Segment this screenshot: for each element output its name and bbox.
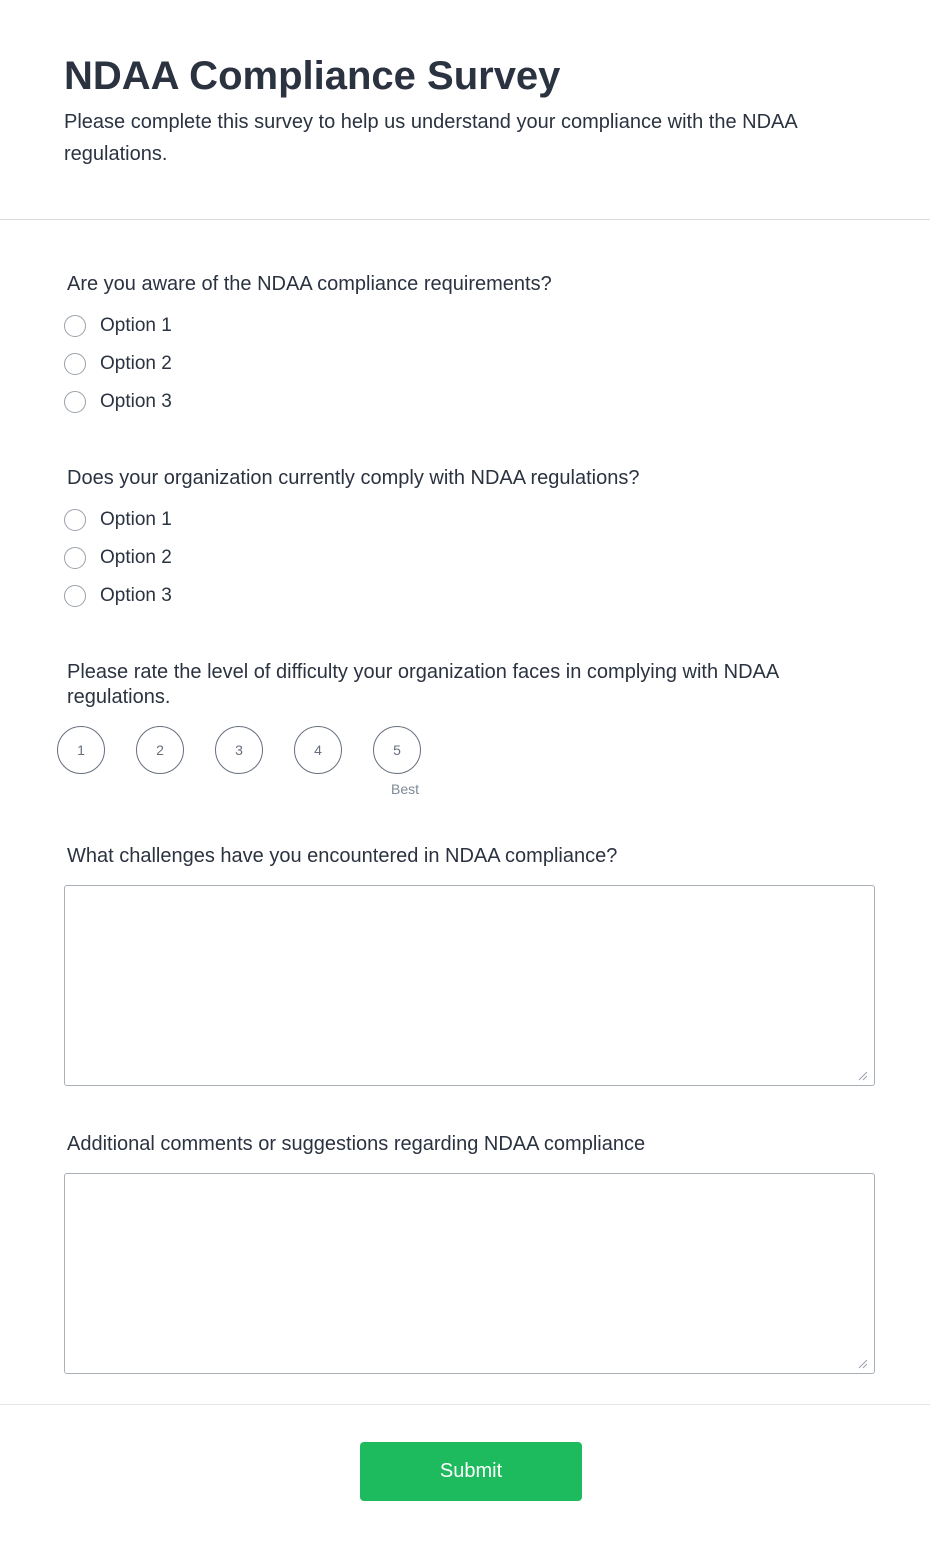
rating-option-1[interactable]: 1	[57, 726, 105, 774]
rating-option-5[interactable]: 5	[373, 726, 421, 774]
option-label: Option 3	[100, 585, 172, 606]
submit-button[interactable]: Submit	[360, 1442, 582, 1501]
survey-header	[0, 0, 930, 220]
option-label: Option 2	[100, 547, 172, 568]
rating-option-2[interactable]: 2	[136, 726, 184, 774]
question-2-option-1[interactable]	[64, 507, 172, 533]
radio-button[interactable]	[64, 585, 86, 607]
radio-button[interactable]	[64, 353, 86, 375]
resize-handle-icon[interactable]	[858, 1071, 868, 1081]
radio-button[interactable]	[64, 315, 86, 337]
page-title: NDAA Compliance Survey	[64, 54, 561, 98]
resize-handle-icon[interactable]	[858, 1359, 868, 1369]
radio-button[interactable]	[64, 391, 86, 413]
rating-max-label: Best	[391, 781, 420, 797]
question-1-option-2[interactable]	[64, 351, 172, 377]
challenges-textarea[interactable]	[64, 885, 875, 1086]
option-label: Option 3	[100, 391, 172, 412]
rating-option-4[interactable]: 4	[294, 726, 342, 774]
question-2-option-3[interactable]	[64, 583, 172, 609]
question-1-option-3[interactable]	[64, 389, 172, 415]
question-1-label: Are you aware of the NDAA compliance requirements?	[67, 273, 552, 295]
radio-button[interactable]	[64, 509, 86, 531]
option-label: Option 1	[100, 509, 172, 530]
question-2-label: Does your organization currently comply with NDAA regulations?	[67, 467, 640, 489]
comments-textarea[interactable]	[64, 1173, 875, 1374]
question-2-option-2[interactable]	[64, 545, 172, 571]
question-5-label: Additional comments or suggestions regarding NDAA compliance	[67, 1133, 646, 1155]
question-1-option-1[interactable]	[64, 313, 172, 339]
rating-option-3[interactable]: 3	[215, 726, 263, 774]
question-3-label: Please rate the level of difficulty your organization faces in complying with NDAA regulations.	[67, 661, 779, 708]
radio-button[interactable]	[64, 547, 86, 569]
question-4-label: What challenges have you encountered in NDAA compliance?	[67, 845, 618, 867]
survey-form	[0, 220, 930, 1405]
option-label: Option 2	[100, 353, 172, 374]
form-footer	[0, 1405, 930, 1551]
page-description: Please complete this survey to help us understand your compliance with the NDAA regulations.	[64, 111, 797, 165]
option-label: Option 1	[100, 315, 172, 336]
